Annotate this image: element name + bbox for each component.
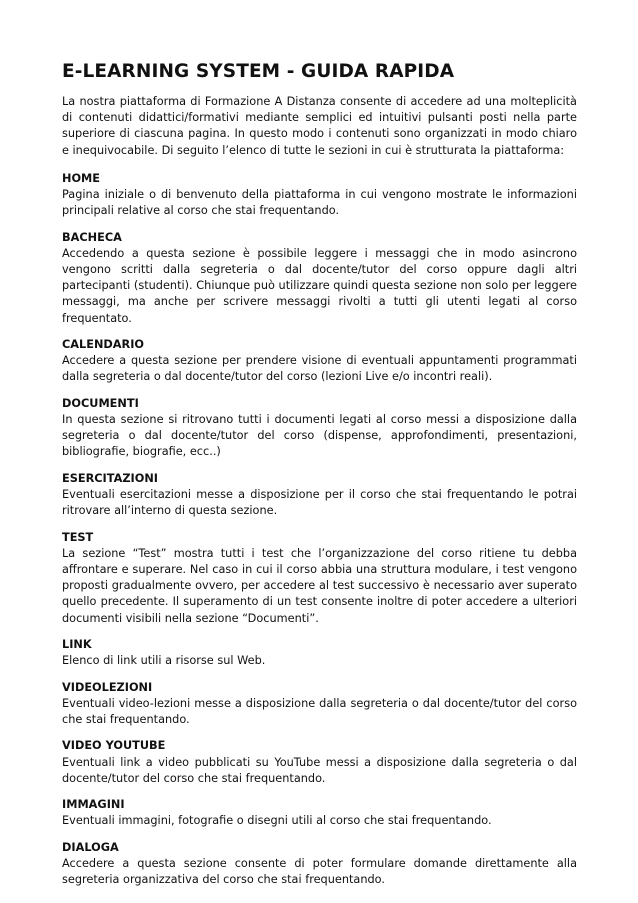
section-esercitazioni: [62, 471, 577, 520]
section-heading: DOCUMENTI: [62, 396, 139, 410]
section-videolezioni: [62, 680, 577, 729]
section-body: Eventuali link a video pubblicati su YouTube messi a disposizione dalla segreteria o dal docente/tutor del corso che stai frequentando.: [62, 755, 577, 785]
section-home: [62, 171, 577, 220]
section-heading: HOME: [62, 171, 101, 185]
section-body: Eventuali esercitazioni messe a disposizione per il corso che stai frequentando le potrai ritrovare all’interno di questa sezione.: [62, 488, 577, 518]
section-heading: LINK: [62, 638, 92, 652]
section-body: Eventuali immagini, fotografie o disegni utili al corso che stai frequentando.: [62, 814, 492, 828]
section-bacheca: [62, 230, 577, 327]
section-dialoga: [62, 840, 577, 889]
section-body: Accedendo a questa sezione è possibile leggere i messaggi che in modo asincrono vengono scritti dalla segreteria o dal docente/tutor del corso oppure dagli altri partecipanti (studenti). Chiunque può utilizzare quindi questa sezione non solo per leggere messaggi, ma anche per scrivere messaggi rivolti a tutti gli utenti legati al corso frequentato.: [62, 246, 577, 325]
section-body: Eventuali video-lezioni messe a disposizione dalla segreteria o dal docente/tutor del corso che stai frequentando.: [62, 696, 577, 727]
section-heading: TEST: [62, 530, 94, 544]
section-body: Elenco di link utili a risorse sul Web.: [62, 654, 266, 668]
section-heading: BACHECA: [62, 230, 122, 244]
section-heading: ESERCITAZIONI: [62, 471, 158, 485]
section-heading: CALENDARIO: [62, 338, 145, 352]
section-heading: VIDEO YOUTUBE: [62, 739, 166, 753]
section-link: [62, 637, 577, 669]
section-body: Accedere a questa sezione consente di poter formulare domande direttamente alla segreteria organizzativa del corso che stai frequentando.: [62, 857, 577, 887]
section-heading: IMMAGINI: [62, 798, 125, 812]
section-body: Accedere a questa sezione per prendere visione di eventuali appuntamenti programmati dalla segreteria o dal docente/tutor del corso (lezioni Live e/o incontri reali).: [62, 354, 577, 384]
intro-paragraph: La nostra piattaforma di Formazione A Distanza consente di accedere ad una molteplicità di contenuti didattici/formativi mediante semplici ed intuitivi pulsanti posti nella parte superiore di ciascuna pagina. In questo modo i contenuti sono organizzati in modo chiaro e inequivocabile. Di seguito l’elenco di tutte le sezioni in cui è strutturata la piattaforma:: [62, 95, 577, 157]
section-heading: DIALOGA: [62, 840, 119, 854]
section-calendario: [62, 337, 577, 386]
section-video-youtube: [62, 738, 577, 787]
section-documenti: [62, 396, 577, 461]
section-body: In questa sezione si ritrovano tutti i documenti legati al corso messi a disposizione dalla segreteria o dal docente/tutor del corso (dispense, approfondimenti, presentazioni, bibliografie, biografie, ecc..): [62, 413, 577, 459]
document-page: [62, 60, 577, 899]
section-immagini: [62, 797, 577, 829]
section-heading: VIDEOLEZIONI: [62, 680, 153, 694]
section-body: Pagina iniziale o di benvenuto della piattaforma in cui vengono mostrate le informazioni principali relative al corso che stai frequentando.: [62, 188, 577, 218]
section-test: [62, 530, 577, 627]
section-body: La sezione “Test” mostra tutti i test che l’organizzazione del corso ritiene tu debba affrontare e superare. Nel caso in cui il corso abbia una struttura modulare, i test vengono proposti gradualmente ovvero, per accedere al test successivo è necessario aver superato quello precedente. Il superamento di un test consente inoltre di poter accedere a ulteriori documenti visibili nella sezione “Documenti”.: [62, 546, 577, 625]
document-title: E-LEARNING SYSTEM - GUIDA RAPIDA: [62, 61, 455, 82]
